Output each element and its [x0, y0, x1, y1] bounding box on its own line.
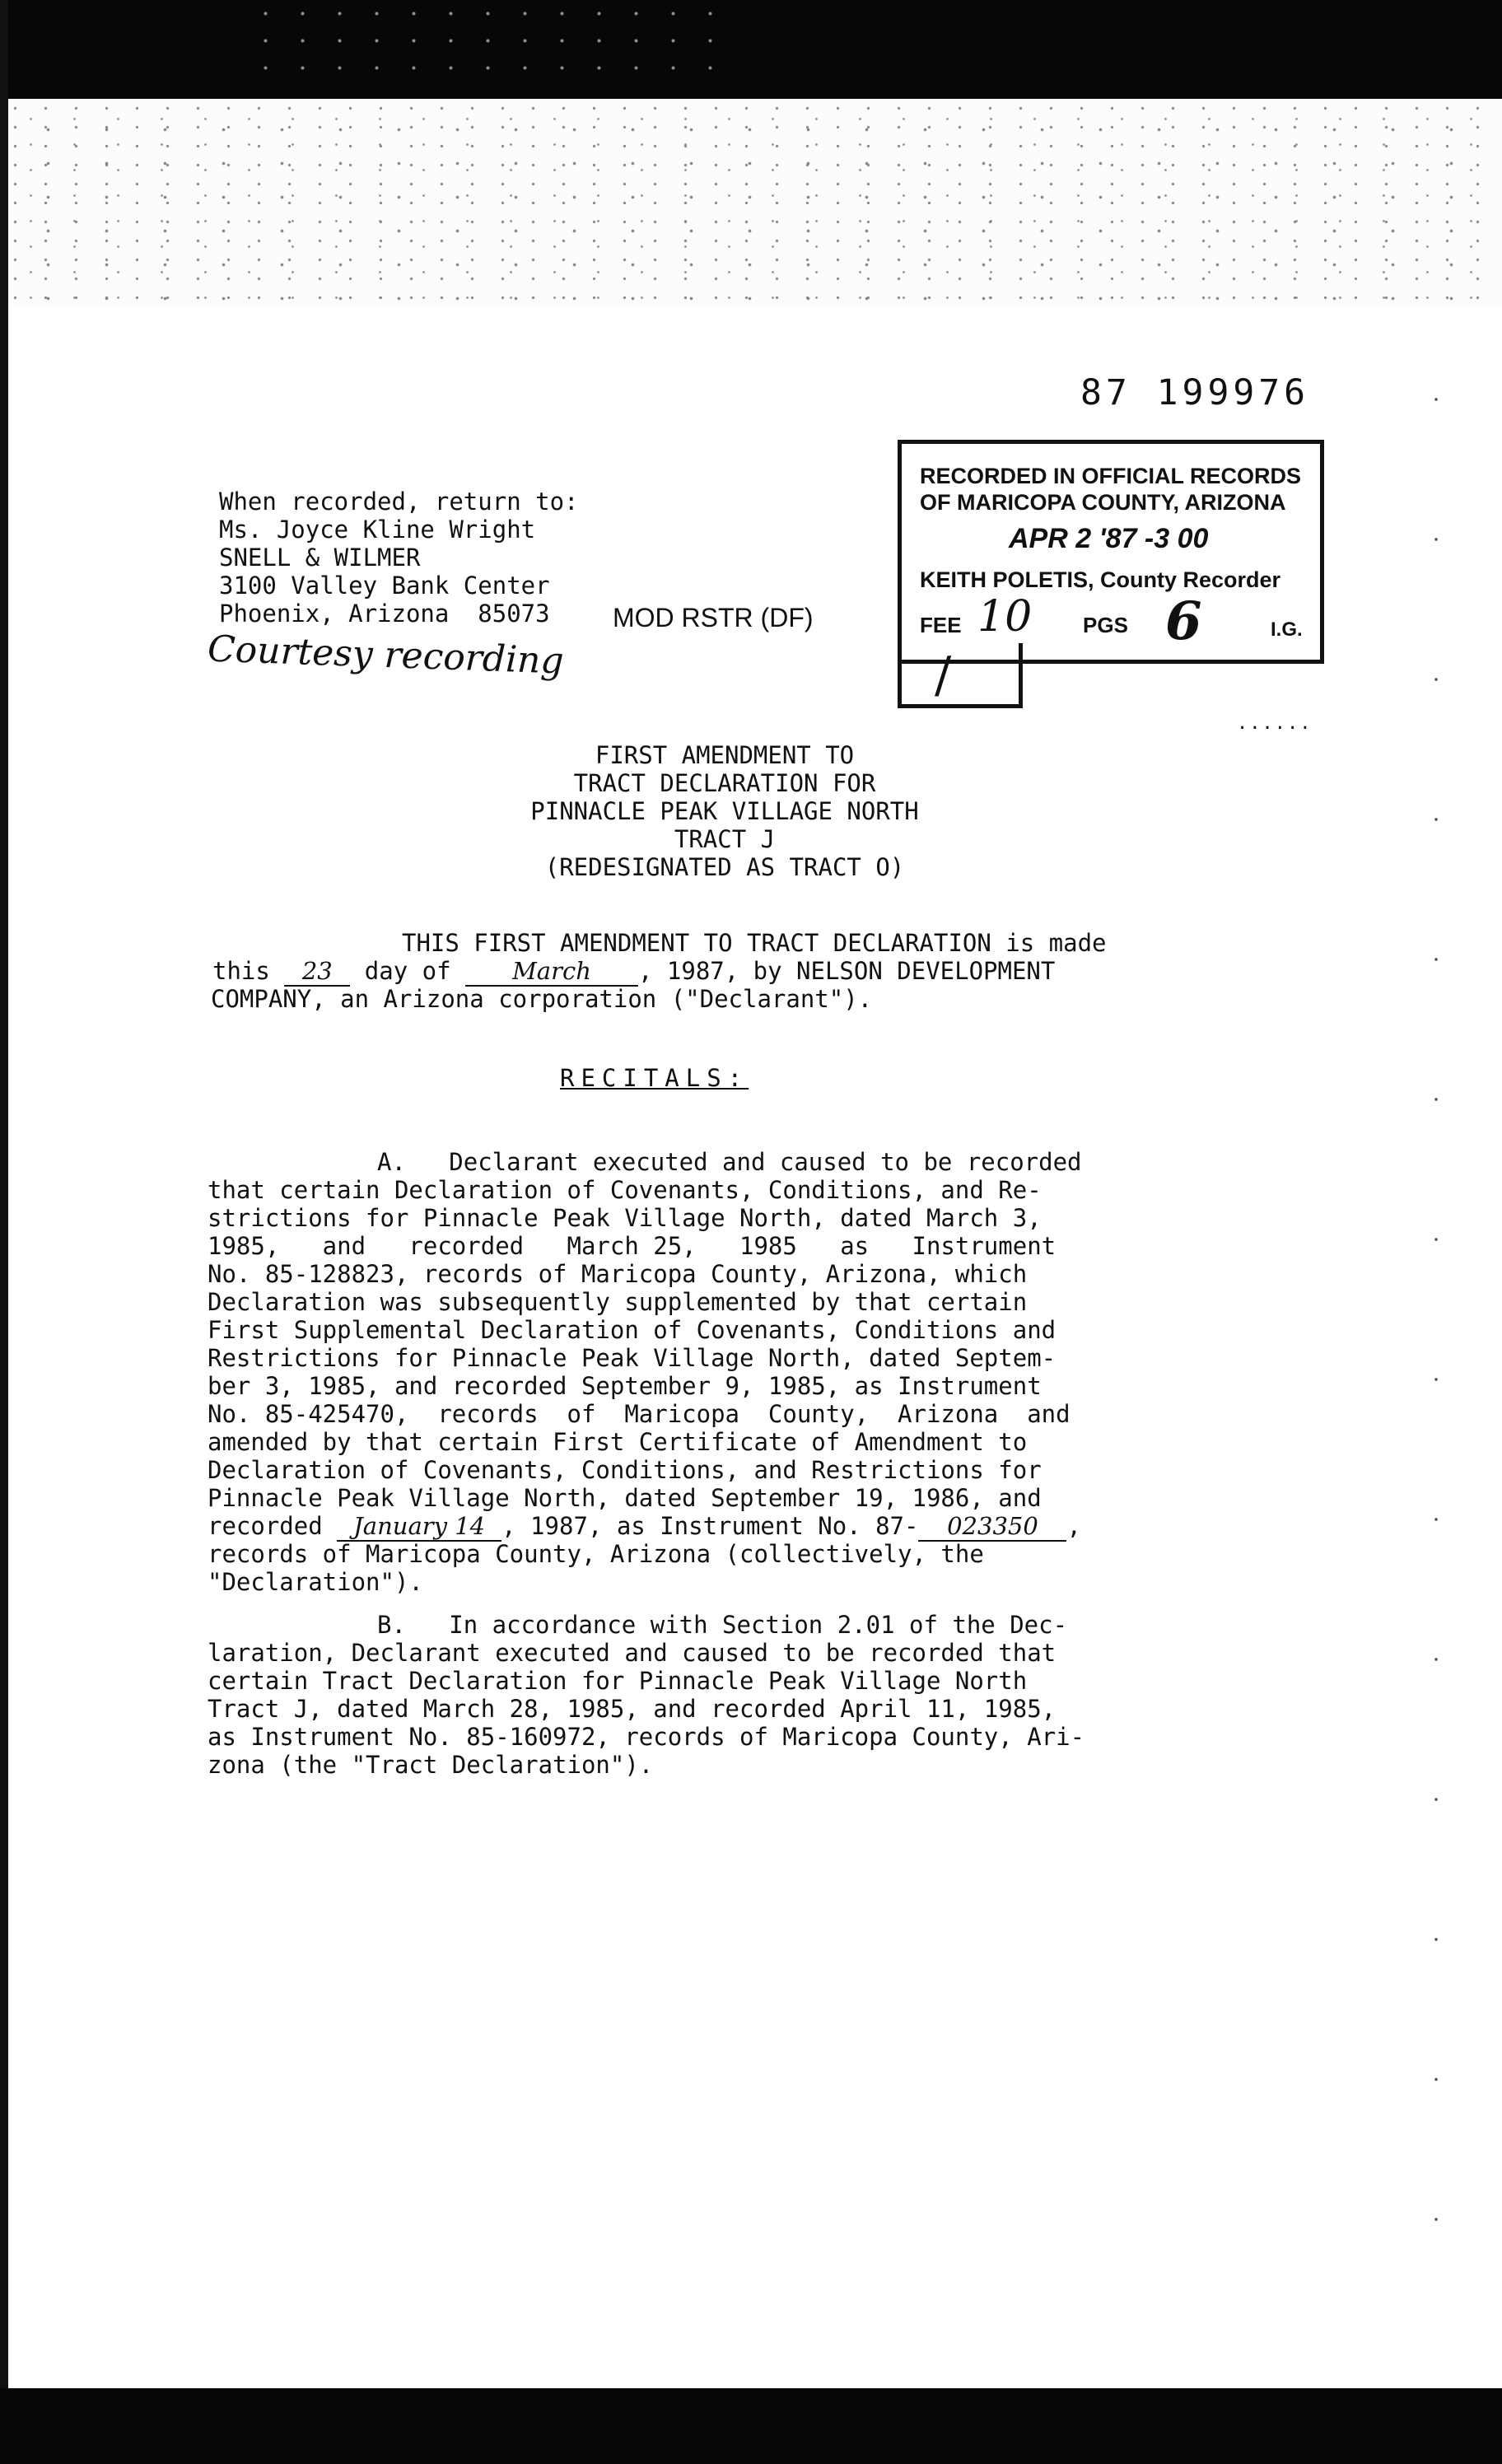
- intro-text: this: [212, 957, 285, 985]
- para-a-line: First Supplemental Declaration of Covenants, Conditions and: [208, 1316, 1057, 1344]
- para-a-line: that certain Declaration of Covenants, Conditions, and Re-: [208, 1176, 1042, 1204]
- intro-line: COMPANY, an Arizona corporation ("Declarant").: [211, 985, 873, 1013]
- scan-noise-top: [247, 0, 741, 74]
- stamp-fee-value: 10: [977, 592, 1033, 642]
- dots-mark: ......: [1237, 713, 1313, 734]
- para-a-line: ber 3, 1985, and recorded September 9, 1985, as Instrument: [208, 1372, 1042, 1400]
- para-b-line: B. In accordance with Section 2.01 of the Dec-: [377, 1611, 1068, 1639]
- stamp-fee-label: FEE: [920, 613, 962, 637]
- title-line: PINNACLE PEAK VILLAGE NORTH: [530, 797, 919, 825]
- para-a-text: recorded: [208, 1512, 338, 1540]
- stamp-date: APR 2 '87 -3 00: [1009, 523, 1209, 554]
- stamp-pgs-label: PGS: [1083, 613, 1128, 637]
- para-a-line: records of Maricopa County, Arizona (collectively, the: [208, 1540, 984, 1568]
- para-b-line: laration, Declarant executed and caused to be recorded that: [208, 1639, 1057, 1667]
- stamp-sub-box: [898, 643, 1023, 708]
- para-a-line: [208, 1512, 1081, 1542]
- para-a-line: strictions for Pinnacle Peak Village North, dated March 3,: [208, 1204, 1042, 1232]
- return-address: [219, 488, 579, 628]
- stamp-line: OF MARICOPA COUNTY, ARIZONA: [920, 490, 1286, 515]
- return-line: When recorded, return to:: [219, 488, 579, 516]
- para-a-line: "Declaration").: [208, 1568, 423, 1596]
- para-a-line: amended by that certain First Certificate of Amendment to: [208, 1428, 1028, 1456]
- scan-noise-right: [1425, 329, 1458, 2306]
- scan-speckle-band: [0, 99, 1502, 305]
- para-a-line: Declaration of Covenants, Conditions, and Restrictions for: [208, 1456, 1042, 1484]
- scan-edge-top: [0, 0, 1502, 99]
- intro-text: , 1987, by NELSON DEVELOPMENT: [638, 957, 1056, 985]
- return-line: SNELL & WILMER: [219, 544, 421, 572]
- intro-line: [212, 957, 1055, 987]
- mod-rstr-note: MOD RSTR (DF): [613, 603, 814, 632]
- para-a-line: A. Declarant executed and caused to be recorded: [377, 1148, 1082, 1176]
- para-a-line: Restrictions for Pinnacle Peak Village North, dated Septem-: [208, 1344, 1057, 1372]
- title-line: (REDESIGNATED AS TRACT O): [544, 853, 905, 881]
- stamp-recorder: KEITH POLETIS, County Recorder: [920, 567, 1281, 592]
- intro-text: day of: [350, 957, 465, 985]
- para-b-line: certain Tract Declaration for Pinnacle Peak Village North: [208, 1667, 1028, 1695]
- recorded-date-field: January 14: [337, 1512, 501, 1542]
- day-field: 23: [284, 957, 350, 987]
- title-line: TRACT DECLARATION FOR: [573, 769, 876, 797]
- stamp-sub-mark: /: [935, 646, 952, 704]
- stamp-ig-label: I.G.: [1271, 618, 1303, 641]
- para-a-line: No. 85-425470, records of Maricopa County, Arizona and: [208, 1400, 1071, 1428]
- intro-line: THIS FIRST AMENDMENT TO TRACT DECLARATION is made: [402, 929, 1107, 957]
- para-a-line: 1985, and recorded March 25, 1985 as Instrument: [208, 1232, 1057, 1260]
- stamp-pgs-value: 6: [1165, 590, 1202, 652]
- para-a-text: , 1987, as Instrument No. 87-: [501, 1512, 919, 1540]
- title-line: TRACT J: [674, 825, 776, 853]
- scan-edge-left: [0, 0, 8, 2464]
- scan-edge-bottom: [0, 2388, 1502, 2464]
- month-field: March: [465, 957, 638, 987]
- handwritten-note: Courtesy recording: [207, 628, 565, 683]
- para-a-text: ,: [1066, 1512, 1081, 1540]
- para-b-line: Tract J, dated March 28, 1985, and recorded April 11, 1985,: [208, 1695, 1057, 1723]
- para-a-line: No. 85-128823, records of Maricopa County, Arizona, which: [208, 1260, 1028, 1288]
- title-line: FIRST AMENDMENT TO: [595, 741, 855, 769]
- return-line: Ms. Joyce Kline Wright: [219, 516, 536, 544]
- document-title: [461, 741, 988, 881]
- recording-stamp: [898, 440, 1324, 664]
- return-line: Phoenix, Arizona 85073: [219, 600, 550, 628]
- recitals-heading: RECITALS:: [560, 1064, 749, 1092]
- return-line: 3100 Valley Bank Center: [219, 572, 550, 600]
- para-a-line: Pinnacle Peak Village North, dated September 19, 1986, and: [208, 1484, 1042, 1512]
- instrument-number-field: 023350: [918, 1512, 1066, 1542]
- para-b-line: as Instrument No. 85-160972, records of Maricopa County, Ari-: [208, 1723, 1085, 1751]
- document-number: 87 199976: [1080, 372, 1309, 413]
- stamp-line: RECORDED IN OFFICIAL RECORDS: [920, 464, 1302, 488]
- para-a-line: Declaration was subsequently supplemented by that certain: [208, 1288, 1028, 1316]
- para-b-line: zona (the "Tract Declaration").: [208, 1751, 654, 1779]
